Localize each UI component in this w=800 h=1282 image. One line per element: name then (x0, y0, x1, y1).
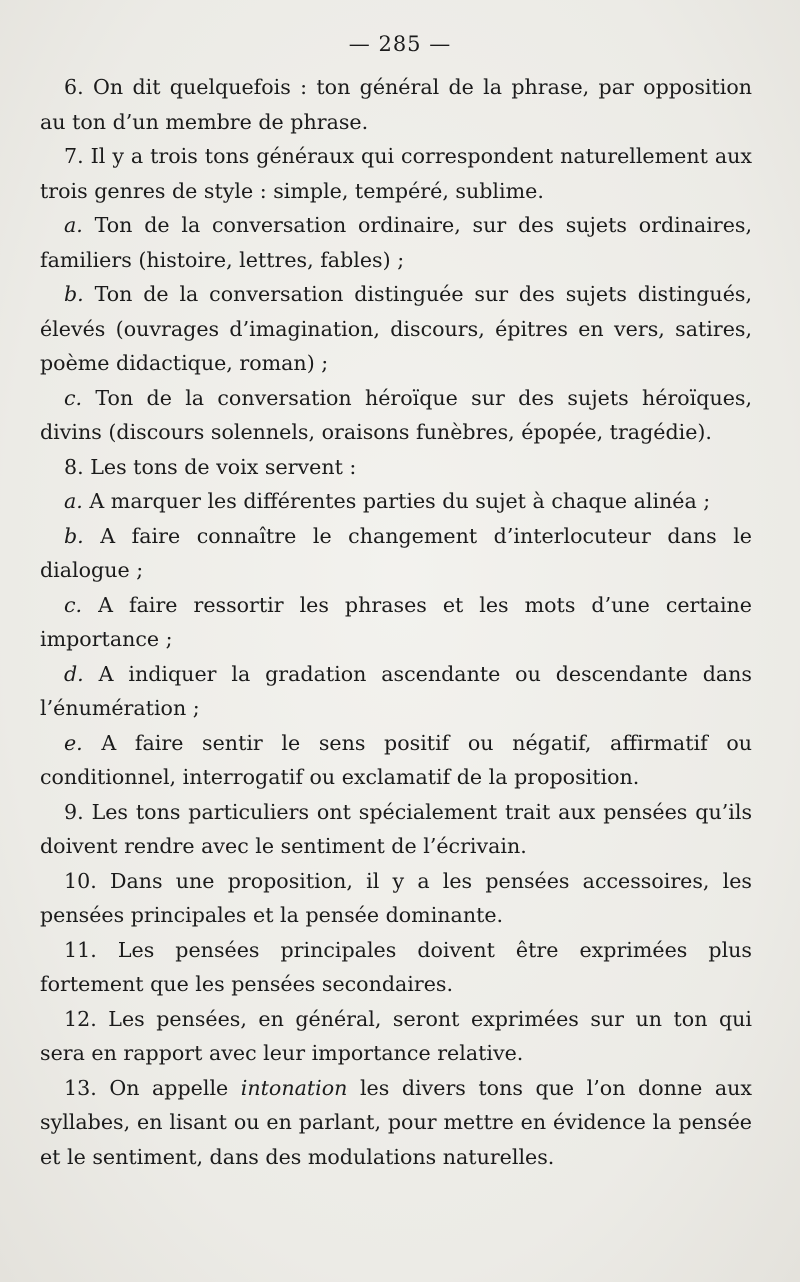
paragraph-7 (40, 139, 752, 208)
para-number: 11. (64, 937, 97, 962)
para-text: Les tons particuliers ont spécialement trait aux pensées qu’ils doivent rendre avec le sentiment de l’écrivain. (40, 799, 753, 858)
item-8d (40, 657, 752, 726)
page-number: — 285 — (348, 32, 452, 56)
item-label: c. (64, 385, 83, 410)
item-text: A faire sentir le sens positif ou négatif, affirmatif ou conditionnel, interrogatif ou exclamatif de la proposition. (40, 730, 752, 789)
paragraph-12 (40, 1002, 752, 1071)
item-text: Ton de la conversation héroïque sur des sujets héroïques, divins (discours solennels, oraisons funèbres, épopée, tragédie). (40, 385, 753, 444)
para-text: Dans une proposition, il y a les pensées accessoires, les pensées principales et la pensée dominante. (40, 868, 753, 927)
item-text: A marquer les différentes parties du sujet à chaque alinéa ; (89, 489, 711, 513)
item-text: Ton de la conversation distinguée sur des sujets distingués, élevés (ouvrages d’imagination, discours, épitres en vers, satires, poème didactique, roman) ; (40, 282, 753, 375)
item-text: A indiquer la gradation ascendante ou descendante dans l’énumération ; (40, 661, 753, 720)
item-text: Ton de la conversation ordinaire, sur des sujets ordinaires, familiers (histoire, lettres, fables) ; (40, 213, 753, 272)
para-number: 13. (64, 1075, 97, 1100)
paragraph-6 (40, 70, 752, 139)
para-text: Il y a trois tons généraux qui correspondent naturellement aux trois genres de style : simple, tempéré, sublime. (40, 144, 753, 203)
item-label: c. (64, 592, 83, 617)
paragraph-11 (40, 933, 752, 1002)
item-label: a. (64, 213, 83, 237)
item-label: e. (64, 730, 83, 755)
item-8e (40, 726, 752, 795)
page-body (40, 70, 752, 1174)
paragraph-13 (40, 1071, 752, 1175)
item-text: A faire ressortir les phrases et les mots d’une certaine importance ; (40, 592, 752, 651)
para-text: On dit quelquefois : ton général de la phrase, par opposition au ton d’un membre de phrase. (40, 75, 753, 134)
item-8a (40, 484, 752, 519)
paragraph-9 (40, 795, 752, 864)
para-text: Les tons de voix servent : (90, 454, 357, 479)
intonation-term: intonation (240, 1075, 348, 1100)
item-8b (40, 519, 752, 588)
para-text: Les pensées principales doivent être exprimées plus fortement que les pensées secondaires. (40, 937, 753, 996)
item-7b (40, 277, 752, 381)
para-number: 12. (64, 1006, 97, 1031)
item-label: a. (64, 489, 83, 513)
item-8c (40, 588, 752, 657)
paragraph-8 (40, 450, 752, 485)
para-text-after: les divers tons que l’on donne aux syllabes, en lisant ou en parlant, pour mettre en évidence la pensée et le sentiment, dans des modulations naturelles. (40, 1075, 753, 1169)
paragraph-10 (40, 864, 752, 933)
item-label: b. (64, 523, 84, 548)
para-number: 8. (64, 454, 84, 479)
item-label: b. (64, 282, 84, 306)
para-text-before: On appelle (109, 1075, 229, 1100)
item-text: A faire connaître le changement d’interlocuteur dans le dialogue ; (40, 523, 752, 582)
para-number: 9. (64, 799, 84, 824)
para-text: Les pensées, en général, seront exprimées sur un ton qui sera en rapport avec leur importance relative. (40, 1006, 752, 1065)
item-label: d. (64, 661, 84, 686)
para-number: 6. (64, 75, 84, 99)
para-number: 10. (64, 868, 97, 893)
item-7a (40, 208, 752, 277)
para-number: 7. (64, 144, 84, 168)
item-7c (40, 381, 752, 450)
